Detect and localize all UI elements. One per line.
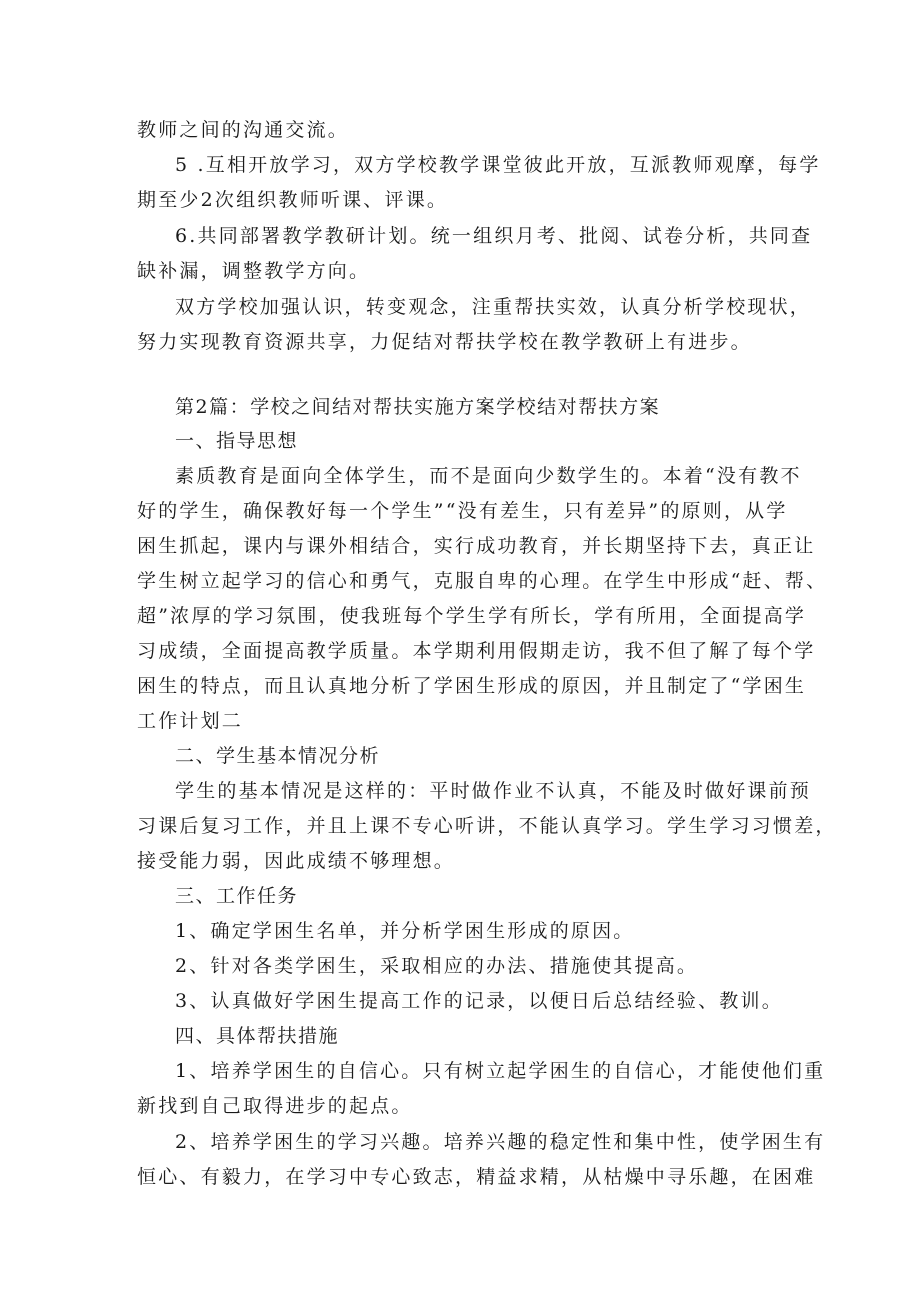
text-line: 好的学生，确保教好每一个学生”“没有差生，只有差异”的原则，从学 xyxy=(137,500,788,522)
section-title: 第2篇：学校之间结对帮扶实施方案学校结对帮扶方案 xyxy=(175,396,661,418)
text-line: 恒心、有毅力，在学习中专心致志，精益求精，从枯燥中寻乐趣，在困难 xyxy=(137,1166,816,1188)
text-line: 6.共同部署教学教研计划。统一组织月考、批阅、试卷分析，共同查 xyxy=(175,225,813,247)
list-item: 1、培养学困生的自信心。只有树立起学困生的自信心，才能使他们重 xyxy=(175,1060,826,1082)
text-line: 接受能力弱，因此成绩不够理想。 xyxy=(137,850,456,872)
section-heading: 四、具体帮扶措施 xyxy=(175,1025,340,1047)
text-line: 工作计划二 xyxy=(137,710,244,732)
text-line: 新找到自己取得进步的起点。 xyxy=(137,1095,413,1117)
section-heading: 二、学生基本情况分析 xyxy=(175,745,381,767)
text-line: 困生的特点，而且认真地分析了学困生形成的原因，并且制定了“学困生 xyxy=(137,675,807,697)
text-line: 5 .互相开放学习，双方学校教学课堂彼此开放，互派教师观摩，每学 xyxy=(175,154,821,176)
text-line: 双方学校加强认识，转变观念，注重帮扶实效，认真分析学校现状， xyxy=(175,296,812,318)
text-line: 超”浓厚的学习氛围，使我班每个学生学有所长，学有所用，全面提高学 xyxy=(137,605,807,627)
text-line: 教师之间的沟通交流。 xyxy=(137,119,350,141)
list-item: 1、确定学困生名单，并分析学困生形成的原因。 xyxy=(175,920,635,942)
list-item: 3、认真做好学困生提高工作的记录，以便日后总结经验、教训。 xyxy=(175,990,783,1012)
text-line: 努力实现教育资源共享，力促结对帮扶学校在教学教研上有进步。 xyxy=(137,331,752,353)
text-line: 习成绩，全面提高教学质量。本学期利用假期走访，我不但了解了每个学 xyxy=(137,640,816,662)
text-line: 习课后复习工作，并且上课不专心听讲，不能认真学习。学生学习习惯差， xyxy=(137,815,837,837)
text-line: 学生的基本情况是这样的：平时做作业不认真，不能及时做好课前预 xyxy=(175,780,812,802)
list-item: 2、针对各类学困生，采取相应的办法、措施使其提高。 xyxy=(175,955,699,977)
list-item: 2、培养学困生的学习兴趣。培养兴趣的稳定性和集中性，使学困生有 xyxy=(175,1131,826,1153)
section-heading: 一、指导思想 xyxy=(175,430,299,452)
text-line: 困生抓起，课内与课外相结合，实行成功教育，并长期坚持下去，真正让 xyxy=(137,535,816,557)
section-heading: 三、工作任务 xyxy=(175,885,299,907)
text-line: 学生树立起学习的信心和勇气，克服自卑的心理。在学生中形成“赶、帮、 xyxy=(137,570,828,592)
text-line: 期至少2次组织教师听课、评课。 xyxy=(137,189,449,211)
text-line: 素质教育是面向全体学生，而不是面向少数学生的。本着“没有教不 xyxy=(175,465,802,487)
text-line: 缺补漏，调整教学方向。 xyxy=(137,260,371,282)
